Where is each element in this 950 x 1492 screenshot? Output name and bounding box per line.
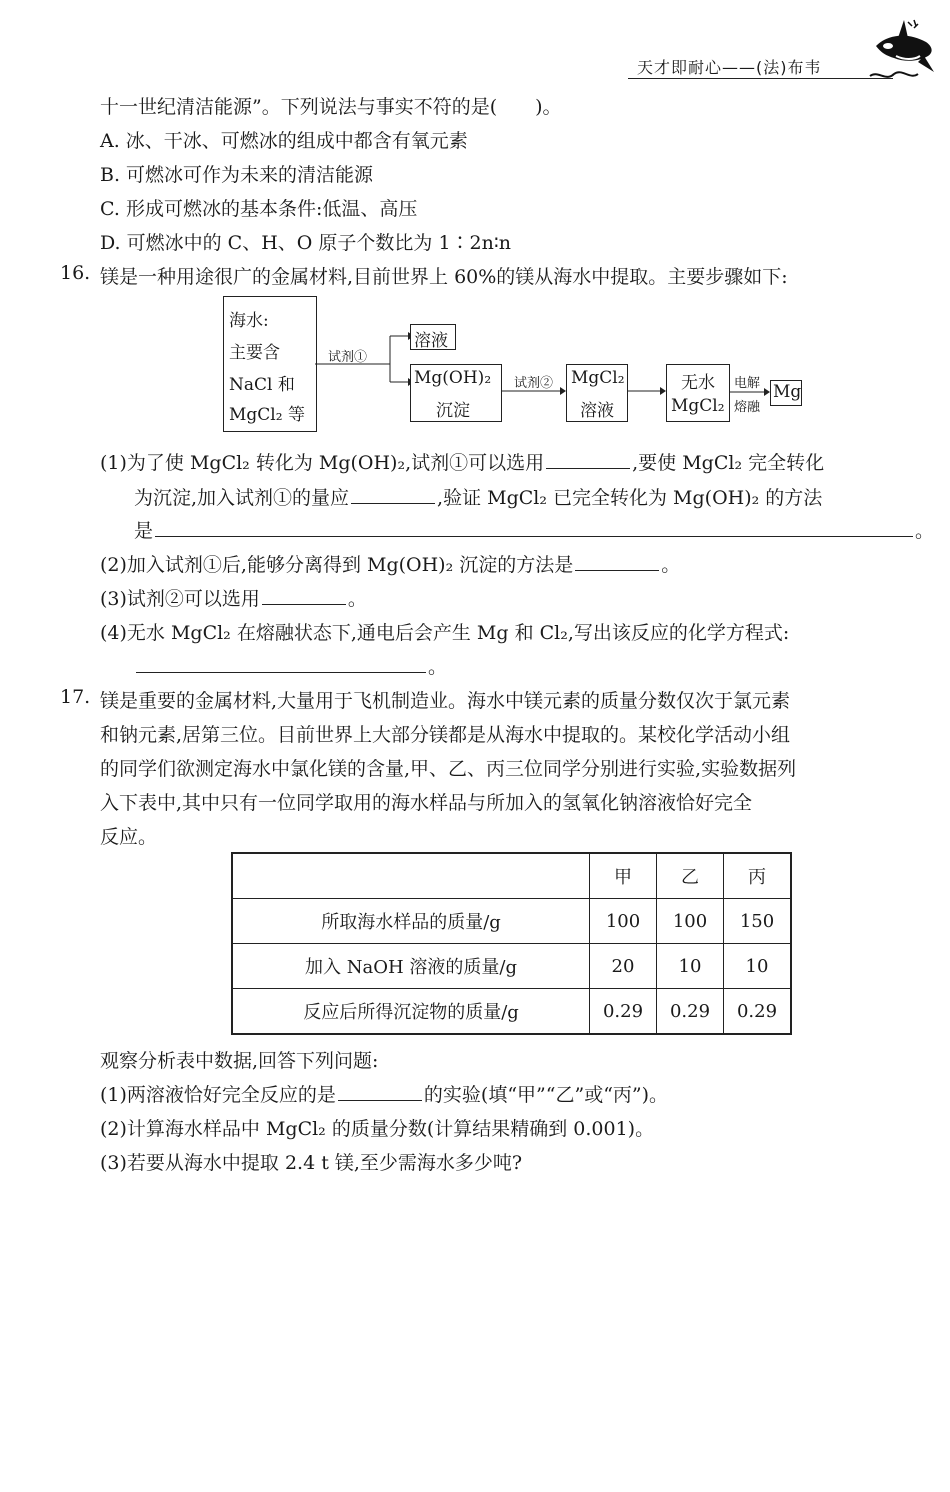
blank-reagent-2[interactable] — [262, 603, 346, 605]
orca-logo-icon — [868, 16, 938, 86]
q17-stem-line-1: 镁是重要的金属材料,大量用于飞机制造业。海水中镁元素的质量分数仅次于氯元素 — [100, 690, 791, 712]
table-header-cell: 丙 — [724, 853, 792, 899]
seawater-line-2: 主要含 — [229, 343, 280, 363]
q15-option-c: C. 形成可燃冰的基本条件:低温、高压 — [100, 198, 418, 220]
blank-exact-reaction[interactable] — [338, 1099, 422, 1101]
q17-stem-line-3: 的同学们欲测定海水中氯化镁的含量,甲、乙、丙三位同学分别进行实验,实验数据列 — [100, 758, 797, 780]
q16-p3: (3)试剂②可以选用 。 — [100, 588, 367, 610]
anhydrous-line-1: 无水 — [681, 373, 715, 393]
table-cell: 0.29 — [724, 989, 792, 1035]
blank-chemical-equation[interactable] — [136, 671, 426, 673]
table-cell: 0.29 — [657, 989, 724, 1035]
seawater-line-1: 海水: — [229, 311, 269, 331]
blank-separation-method[interactable] — [575, 569, 659, 571]
mg-product-label: Mg — [773, 382, 802, 402]
q17-intro: 观察分析表中数据,回答下列问题: — [100, 1050, 379, 1072]
blank-verification-method[interactable] — [155, 535, 913, 537]
electrolysis-label-1: 电解 — [734, 376, 761, 391]
q17-p3: (3)若要从海水中提取 2.4 t 镁,至少需海水多少吨? — [100, 1152, 523, 1174]
solution-label: 溶液 — [414, 331, 448, 351]
q17-stem-line-5: 反应。 — [100, 826, 158, 848]
table-cell: 10 — [724, 944, 792, 989]
reagent-1-label: 试剂① — [328, 350, 368, 365]
arrow-to-anhydrous — [626, 386, 668, 396]
table-cell: 所取海水样品的质量/g — [232, 899, 590, 944]
q15-stem-continued: 十一世纪清洁能源”。下列说法与事实不符的是( )。 — [100, 96, 562, 118]
table-row — [232, 944, 791, 989]
table-cell: 加入 NaOH 溶液的质量/g — [232, 944, 590, 989]
seawater-line-4: MgCl₂ 等 — [229, 405, 305, 425]
q17-number: 17. — [60, 686, 91, 708]
table-cell: 0.29 — [590, 989, 657, 1035]
q17-p1: (1)两溶液恰好完全反应的是 的实验(填“甲”“乙”或“丙”)。 — [100, 1084, 669, 1106]
anhydrous-line-2: MgCl₂ — [671, 396, 725, 416]
table-cell: 20 — [590, 944, 657, 989]
precipitate-line-1: Mg(OH)₂ — [414, 368, 492, 388]
q16-p4: (4)无水 MgCl₂ 在熔融状态下,通电后会产生 Mg 和 Cl₂,写出该反应的化学方程式: — [100, 622, 790, 644]
table-header-cell: 乙 — [657, 853, 724, 899]
table-row — [232, 899, 791, 944]
q16-p1-line-3: 是 。 — [134, 520, 935, 542]
mgcl2-solution-line-2: 溶液 — [580, 401, 614, 421]
blank-reagent-amount[interactable] — [351, 502, 435, 504]
q16-number: 16. — [60, 262, 91, 284]
q15-option-d: D. 可燃冰中的 C、H、O 原子个数比为 1∶2n∶n — [100, 232, 512, 254]
precipitate-line-2: 沉淀 — [436, 401, 470, 421]
table-cell: 150 — [724, 899, 792, 944]
q16-p4-answer-line: 。 — [134, 652, 447, 679]
q17-stem-line-2: 和钠元素,居第三位。目前世界上大部分镁都是从海水中提取的。某校化学活动小组 — [100, 724, 791, 746]
q17-data-table — [231, 852, 792, 1035]
table-header-cell — [232, 853, 590, 899]
blank-reagent-1[interactable] — [546, 467, 630, 469]
q17-stem-line-4: 入下表中,其中只有一位同学取用的海水样品与所加入的氢氧化钠溶液恰好完全 — [100, 792, 753, 814]
q17-p2: (2)计算海水样品中 MgCl₂ 的质量分数(计算结果精确到 0.001)。 — [100, 1118, 655, 1140]
header-motto: 天才即耐心——(法)布韦 — [637, 58, 822, 77]
reagent-2-label: 试剂② — [514, 376, 554, 391]
header-rule — [628, 78, 893, 79]
q16-p2: (2)加入试剂①后,能够分离得到 Mg(OH)₂ 沉淀的方法是 。 — [100, 554, 681, 576]
q15-option-a: A. 冰、干冰、可燃冰的组成中都含有氧元素 — [100, 130, 468, 152]
table-header-cell: 甲 — [590, 853, 657, 899]
table-cell: 10 — [657, 944, 724, 989]
table-header-row — [232, 853, 791, 899]
table-row — [232, 989, 791, 1035]
q16-p1-line-2: 为沉淀,加入试剂①的量应 ,验证 MgCl₂ 已完全转化为 Mg(OH)₂ 的方法 — [134, 487, 823, 509]
mgcl2-solution-line-1: MgCl₂ — [571, 368, 625, 388]
table-cell: 100 — [657, 899, 724, 944]
q15-option-b: B. 可燃冰可作为未来的清洁能源 — [100, 164, 374, 186]
q16-stem: 镁是一种用途很广的金属材料,目前世界上 60%的镁从海水中提取。主要步骤如下: — [100, 266, 788, 288]
table-cell: 100 — [590, 899, 657, 944]
table-cell: 反应后所得沉淀物的质量/g — [232, 989, 590, 1035]
seawater-line-3: NaCl 和 — [229, 375, 295, 395]
q16-p1-line-1: (1)为了使 MgCl₂ 转化为 Mg(OH)₂,试剂①可以选用 ,要使 MgCl₂ 完全转化 — [100, 452, 825, 474]
electrolysis-label-2: 熔融 — [734, 400, 761, 415]
